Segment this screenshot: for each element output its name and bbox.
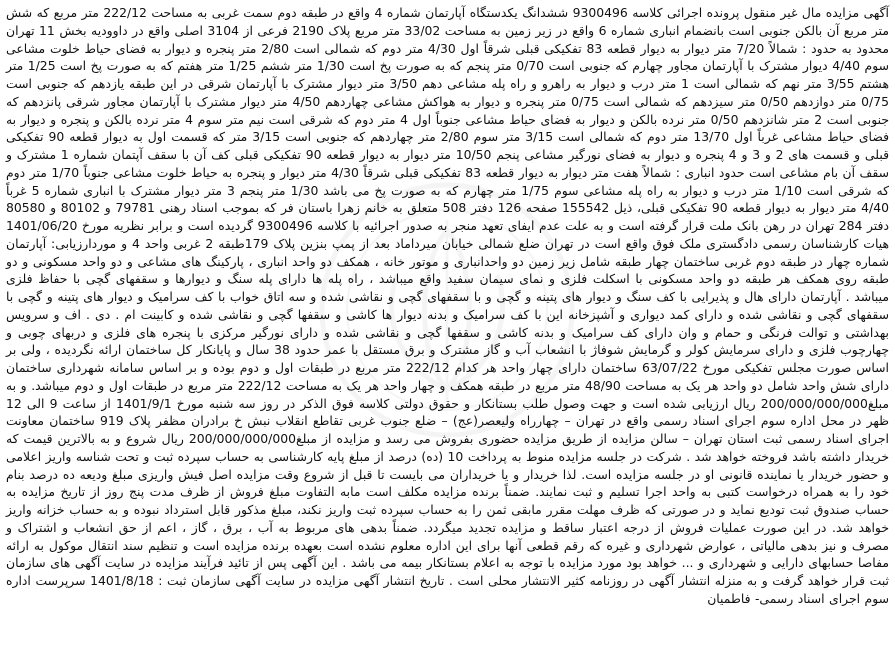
auction-notice-text: آگهی مزایده مال غیر منقول پرونده اجرائی کلاسه 9300496 ششدانگ یکدستگاه آپارتمان شماره 4 واقع در طبقه دوم سمت غربی به مساحت 222/12 متر مربع که شش متر مربع آن بالکن جنوبی است بانضمام انباری شماره 6 واقع در زیر زمین به مساحت 33/02 متر مربع پلاک 2190 فرعی از 3104 اصلی واقع در داوودیه بخش 11 تهران محدود به حدود : شمالاً 7/20 متر دیوار به دیوار قطعه 83 تفکیکی قبلی شرقاً اول 4/30 متر دوم که شمالی است 2/80 متر پنجره و دیوار به فضای حیاط خلوت مشاعی سوم 4/40 دیوار مشترک با آپارتمان مجاور چهارم که جنوبی است 0/70 متر پنجم که به صورت پخ است 1/30 متر ششم 1/25 متر هفتم که به صورت پخ است 1/25 متر هشتم 3/55 متر نهم که شمالی است 1 متر درب و دیوار به راهرو و راه پله مشاعی دهم 3/50 متر دیوار مشترک با آپارتمان شرقی در این طبقه یازدهم که جنوبی است 0/75 متر دوازدهم 0/50 متر سیزدهم که شمالی است 0/75 متر پنجره و دیوار به هواکش مشاعی چهاردهم 4/50 متر دیوار مشترک با آپارتمان مجاور شرقی پانزدهم که جنوبی است 2 متر شانزدهم 0/50 متر نرده بالکن و دیوار به فضای حیاط مشاعی جنوباً اول 4 متر دوم که شرقی است نیم متر سوم 4 متر نرده بالکن و پنجره و دیوار به فضای حیاط مشاعی غرباً اول 13/70 متر دوم که شمالی است 3/15 متر سوم 2/80 متر چهاردهم که جنوبی است 3/15 متر که قسمت اول به دیوار قطعه 90 تفکیکی قبلی و قسمت های 2 و 3 و 4 پنجره و دیوار به فضای نورگیر مشاعی پنجم 10/50 متر دیوار به دیوار قطعه 90 تفکیکی قبلی کف آن با سقف آپتمان شماره 1 مشترک و سقف آن بام مشاعی است حدود انباری : شمالاً هفت متر دیوار به دیوار قطعه 83 تفکیکی قبلی شرقاً 4/30 متر دیوار و پنجره به حیاط خلوت مشاعی جنوباً 1/70 متر دوم که شرقی است 1/10 متر درب و دیوار به راه پله مشاعی سوم 1/75 متر چهارم که به صورت پخ می باشد 1/30 متر پنجم 3 متر دیوار مشترک با انباری شماره 5 غرباً 4/40 متر دیوار به دیوار قطعه 90 تفکیکی قبلی، ذیل 155542 صفحه 126 دفتر 508 متعلق به خانم زهرا باستان فر که بموجب اسناد رهنی 79781 و 80102 و 80580 دفتر 284 تهران در رهن بانک ملت قرار گرفته است و به علت عدم ایفای تعهد منجر به صدور اجرائیه با کلاسه 9300496 گردیده است و برابر نظریه مورخ 1401/06/20 هیات کارشناسان رسمی دادگستری ملک فوق واقع است در تهران ضلع شمالی خیابان میرداماد بعد از پمپ بنزین پلاک 179طبقه 2 غربی واحد 4 و موردارزیابی: آپارتمان شماره چهار در طبقه دوم غربی ساختمان چهار طبقه شامل زیر زمین دو واحدانباری و موتور خانه ، همکف دو واحد انباری ، پارکینگ های مشاعی و دو واحد مسکونی و دو طبقه روی همکف هر طبقه دو واحد مسکونی با اسکلت فلزی و نمای سیمان سفید واقع میباشد ، راه پله ها دارای پله سنگ و دیوارها و سقفهای گچی با حفاظ فلزی میباشد . آپارتمان دارای هال و پذیرایی با کف سنگ و دیوار های پتینه و گچی و با سقفهای گچی و نقاشی شده و سه اتاق خواب با کف سرامیک و دیوار های پتینه و گچی با سقفهای گچی و نقاشی شده و دارای کمد دیواری و آشپزخانه این با کف سرامیک و بدنه دیوار ها کاشی و سقفها گچی و نقاشی شده و کابینت ام . دی . اف و سرویس بهداشتی و توالت فرنگی و حمام و وان دارای کف سرامیک و بدنه کاشی و سقفها گچی و نقاشی شده و دارای نورگیر مرکزی با پنجره های فلزی و دربهای چوبی و چهارچوب فلزی و دارای سرمایش کولر و گرمایش شوفاژ با انشعاب آب و گاز مشترک و برق مستقل با عمر حدود 38 سال و پایانکار کل ساختمان ارائه نگردیده ، ولی بر اساس صورت مجلس تفکیکی مورخ 63/07/22 ساختمان دارای چهار واحد هر کدام 222/12 متر مربع در طبقات اول و دوم بوده و بر اساس سامانه شهرداری ساختمان دارای شش واحد شامل دو واحد هر یک به مساحت 48/90 متر مربع در طبقه همکف و چهار واحد هر یک به مساحت 222/12 متر مربع در طبقات اول و دوم میباشد. و به مبلغ200/000/000/000 ریال ارزیابی شده است و جهت وصول طلب بستانکار و حقوق دولتی کلاسه فوق الذکر در روز سه شنبه مورخ 1401/9/1 از ساعت 9 الی 12 ظهر در محل اداره سوم اجرای اسناد رسمی واقع در تهران – چهارراه ولیعصر(عج) – ضلع جنوب غربی تقاطع انقلاب نبش خ برادران مظفر پلاک 919 ساختمان معاونت اجرای اسناد رسمی ثبت استان تهران – سالن مزایده از طریق مزایده حضوری بفروش می رسد و مزایده از مبلغ200/000/000/000 ریال شروع و به بالاترین قیمت که خریدار داشته باشد فروخته خواهد شد . شرکت در جلسه مزایده منوط به پرداخت 10 (ده) درصد از مبلغ پایه کارشناسی به حساب سپرده ثبت و تحت شناسه واریز اعلامی و حضور خریدار یا نماینده قانونی او در جلسه مزایده است. لذا خریدار و یا خریداران می بایست تا قبل از شروع وقت مزایده اصل فیش واریزی مبلغ ودیعه ده درصد بنام خود را به همراه درخواست کتبی به واحد اجرا تسلیم و ثبت نمایند. ضمناً برنده مزایده مکلف است مابه التفاوت مبلغ فروش از ظرف مدت پنج روز از تاریخ مزایده به حساب صندوق ثبت تودیع نماید و در صورتی که ظرف مهلت مقرر مابقی ثمن را به حساب سپرده ثبت واریز نکند، مبلغ مذکور قابل استرداد نبوده و به حساب خزانه واریز خواهد شد. در این صورت عملیات فروش از درجه اعتبار ساقط و مزایده تجدید میگردد. ضمناً بدهی های مربوط به آب ، برق ، گاز ، اعم از حق انشعاب و اشتراک و مصرف و نیز بدهی مالیاتی ، عوارض شهرداری و غیره که رقم قطعی آنها برای این اداره معلوم نشده است بعهده برنده مزایده است و تنظیم سند انتقال موکول به ارائه مفاصا حسابهای دارایی و شهرداری و ... خواهد بود مورد مزایده با توجه به اعلام بستانکار بیمه می باشد . این آگهی پس از تائید فرآیند مزایده در سایت آگهی های سازمان ثبت قرار خواهد گرفت و به منزله انتشار آگهی در روزنامه کثیر الانتشار محلی است . تاریخ انتشار آگهی مزایده در سایت آگهی سازمان ثبت : 1401/8/18 سرپرست اداره سوم اجرای اسناد رسمی- فاطمیان xyxy=(6,5,890,606)
